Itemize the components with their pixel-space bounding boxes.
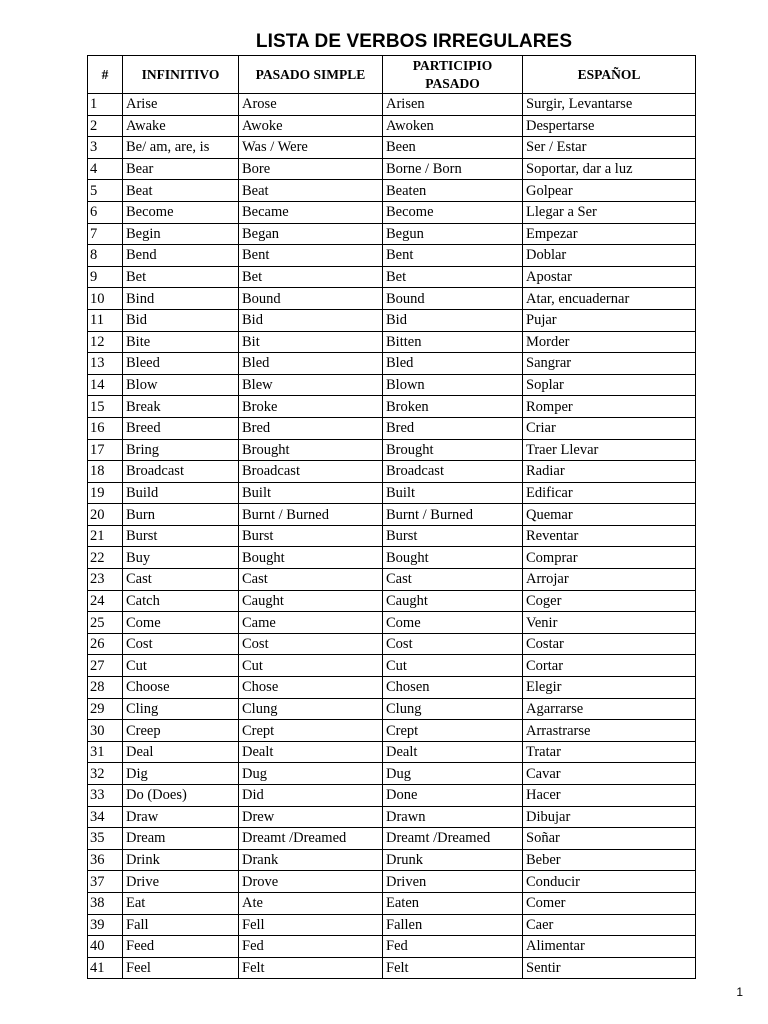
table-row: [88, 763, 696, 785]
cell-espanol: Radiar: [523, 461, 696, 483]
cell-number: 26: [88, 633, 123, 655]
cell-participio: Fallen: [383, 914, 523, 936]
cell-number: 27: [88, 655, 123, 677]
cell-number: 8: [88, 245, 123, 267]
table-row: [88, 461, 696, 483]
cell-infinitivo: Buy: [123, 547, 239, 569]
cell-participio: Drawn: [383, 806, 523, 828]
cell-number: 16: [88, 417, 123, 439]
cell-infinitivo: Breed: [123, 417, 239, 439]
cell-infinitivo: Build: [123, 482, 239, 504]
cell-espanol: Cavar: [523, 763, 696, 785]
table-row: [88, 158, 696, 180]
cell-number: 17: [88, 439, 123, 461]
cell-number: 6: [88, 201, 123, 223]
table-row: [88, 785, 696, 807]
table-row: [88, 590, 696, 612]
cell-number: 7: [88, 223, 123, 245]
cell-pasado-simple: Burnt / Burned: [239, 504, 383, 526]
cell-espanol: Beber: [523, 849, 696, 871]
cell-number: 2: [88, 115, 123, 137]
cell-participio: Bought: [383, 547, 523, 569]
cell-pasado-simple: Dug: [239, 763, 383, 785]
cell-espanol: Romper: [523, 396, 696, 418]
cell-number: 12: [88, 331, 123, 353]
cell-infinitivo: Drive: [123, 871, 239, 893]
cell-infinitivo: Bite: [123, 331, 239, 353]
table-row: [88, 374, 696, 396]
cell-pasado-simple: Blew: [239, 374, 383, 396]
cell-number: 5: [88, 180, 123, 202]
cell-pasado-simple: Was / Were: [239, 137, 383, 159]
cell-espanol: Traer Llevar: [523, 439, 696, 461]
table-row: [88, 849, 696, 871]
cell-participio: Felt: [383, 957, 523, 979]
cell-participio: Chosen: [383, 677, 523, 699]
cell-participio: Eaten: [383, 892, 523, 914]
cell-pasado-simple: Did: [239, 785, 383, 807]
table-row: [88, 957, 696, 979]
header-infinitivo: INFINITIVO: [123, 56, 239, 94]
cell-infinitivo: Feel: [123, 957, 239, 979]
cell-espanol: Comprar: [523, 547, 696, 569]
cell-infinitivo: Cut: [123, 655, 239, 677]
header-espanol: ESPAÑOL: [523, 56, 696, 94]
cell-number: 19: [88, 482, 123, 504]
cell-participio: Bled: [383, 353, 523, 375]
cell-espanol: Soñar: [523, 828, 696, 850]
table-row: [88, 871, 696, 893]
cell-pasado-simple: Bred: [239, 417, 383, 439]
table-row: [88, 137, 696, 159]
cell-participio: Drunk: [383, 849, 523, 871]
cell-espanol: Venir: [523, 612, 696, 634]
cell-espanol: Dibujar: [523, 806, 696, 828]
cell-infinitivo: Creep: [123, 720, 239, 742]
cell-espanol: Pujar: [523, 309, 696, 331]
cell-espanol: Doblar: [523, 245, 696, 267]
cell-pasado-simple: Caught: [239, 590, 383, 612]
table-row: [88, 266, 696, 288]
cell-espanol: Surgir, Levantarse: [523, 94, 696, 116]
page-title: LISTA DE VERBOS IRREGULARES: [255, 31, 573, 52]
cell-pasado-simple: Crept: [239, 720, 383, 742]
table-row: [88, 353, 696, 375]
cell-infinitivo: Choose: [123, 677, 239, 699]
cell-infinitivo: Break: [123, 396, 239, 418]
table-row: [88, 180, 696, 202]
cell-espanol: Soplar: [523, 374, 696, 396]
cell-participio: Bent: [383, 245, 523, 267]
cell-participio: Broadcast: [383, 461, 523, 483]
cell-infinitivo: Begin: [123, 223, 239, 245]
table-row: [88, 223, 696, 245]
table-row: [88, 504, 696, 526]
table-row: [88, 914, 696, 936]
cell-participio: Fed: [383, 936, 523, 958]
cell-number: 22: [88, 547, 123, 569]
cell-infinitivo: Cast: [123, 569, 239, 591]
cell-number: 39: [88, 914, 123, 936]
cell-number: 20: [88, 504, 123, 526]
cell-pasado-simple: Dealt: [239, 741, 383, 763]
cell-pasado-simple: Arose: [239, 94, 383, 116]
cell-infinitivo: Bend: [123, 245, 239, 267]
cell-number: 41: [88, 957, 123, 979]
cell-infinitivo: Bring: [123, 439, 239, 461]
cell-pasado-simple: Bet: [239, 266, 383, 288]
cell-espanol: Alimentar: [523, 936, 696, 958]
cell-infinitivo: Arise: [123, 94, 239, 116]
cell-pasado-simple: Bore: [239, 158, 383, 180]
header-participio-line2: PASADO: [425, 75, 480, 91]
cell-infinitivo: Fall: [123, 914, 239, 936]
cell-pasado-simple: Drew: [239, 806, 383, 828]
cell-pasado-simple: Bound: [239, 288, 383, 310]
cell-espanol: Apostar: [523, 266, 696, 288]
cell-participio: Done: [383, 785, 523, 807]
cell-participio: Bound: [383, 288, 523, 310]
cell-pasado-simple: Came: [239, 612, 383, 634]
table-row: [88, 482, 696, 504]
cell-number: 29: [88, 698, 123, 720]
table-row: [88, 741, 696, 763]
cell-pasado-simple: Bent: [239, 245, 383, 267]
cell-participio: Awoken: [383, 115, 523, 137]
cell-pasado-simple: Chose: [239, 677, 383, 699]
cell-espanol: Despertarse: [523, 115, 696, 137]
cell-infinitivo: Broadcast: [123, 461, 239, 483]
table-row: [88, 396, 696, 418]
table-row: [88, 417, 696, 439]
cell-number: 36: [88, 849, 123, 871]
cell-number: 37: [88, 871, 123, 893]
table-row: [88, 201, 696, 223]
cell-pasado-simple: Broadcast: [239, 461, 383, 483]
cell-number: 28: [88, 677, 123, 699]
cell-participio: Come: [383, 612, 523, 634]
table-row: [88, 936, 696, 958]
cell-infinitivo: Do (Does): [123, 785, 239, 807]
cell-pasado-simple: Bought: [239, 547, 383, 569]
cell-participio: Dealt: [383, 741, 523, 763]
cell-espanol: Ser / Estar: [523, 137, 696, 159]
cell-espanol: Quemar: [523, 504, 696, 526]
cell-participio: Clung: [383, 698, 523, 720]
cell-pasado-simple: Bit: [239, 331, 383, 353]
table-row: [88, 309, 696, 331]
cell-number: 13: [88, 353, 123, 375]
cell-pasado-simple: Built: [239, 482, 383, 504]
cell-participio: Blown: [383, 374, 523, 396]
cell-number: 40: [88, 936, 123, 958]
cell-espanol: Edificar: [523, 482, 696, 504]
cell-espanol: Cortar: [523, 655, 696, 677]
cell-number: 32: [88, 763, 123, 785]
cell-pasado-simple: Brought: [239, 439, 383, 461]
cell-pasado-simple: Burst: [239, 525, 383, 547]
cell-participio: Been: [383, 137, 523, 159]
cell-infinitivo: Burst: [123, 525, 239, 547]
cell-espanol: Empezar: [523, 223, 696, 245]
cell-infinitivo: Drink: [123, 849, 239, 871]
cell-infinitivo: Cling: [123, 698, 239, 720]
cell-number: 38: [88, 892, 123, 914]
cell-espanol: Sentir: [523, 957, 696, 979]
cell-pasado-simple: Became: [239, 201, 383, 223]
table-row: [88, 569, 696, 591]
cell-espanol: Golpear: [523, 180, 696, 202]
cell-pasado-simple: Bled: [239, 353, 383, 375]
cell-participio: Dreamt /Dreamed: [383, 828, 523, 850]
cell-espanol: Llegar a Ser: [523, 201, 696, 223]
cell-number: 24: [88, 590, 123, 612]
cell-number: 14: [88, 374, 123, 396]
header-num: #: [88, 56, 123, 94]
cell-pasado-simple: Awoke: [239, 115, 383, 137]
cell-participio: Cast: [383, 569, 523, 591]
cell-number: 21: [88, 525, 123, 547]
cell-pasado-simple: Broke: [239, 396, 383, 418]
cell-participio: Crept: [383, 720, 523, 742]
table-row: [88, 547, 696, 569]
cell-infinitivo: Eat: [123, 892, 239, 914]
table-header-row: [88, 56, 696, 94]
cell-number: 15: [88, 396, 123, 418]
cell-pasado-simple: Clung: [239, 698, 383, 720]
cell-participio: Built: [383, 482, 523, 504]
cell-number: 31: [88, 741, 123, 763]
verbs-table: [87, 55, 696, 979]
cell-participio: Dug: [383, 763, 523, 785]
cell-participio: Burst: [383, 525, 523, 547]
table-row: [88, 892, 696, 914]
header-participio-pasado: [383, 56, 523, 94]
table-row: [88, 655, 696, 677]
cell-number: 18: [88, 461, 123, 483]
table-row: [88, 525, 696, 547]
page-number: 1: [736, 985, 743, 999]
cell-participio: Arisen: [383, 94, 523, 116]
cell-number: 23: [88, 569, 123, 591]
cell-number: 4: [88, 158, 123, 180]
cell-espanol: Tratar: [523, 741, 696, 763]
cell-espanol: Conducir: [523, 871, 696, 893]
table-row: [88, 677, 696, 699]
cell-number: 35: [88, 828, 123, 850]
cell-infinitivo: Feed: [123, 936, 239, 958]
cell-espanol: Arrojar: [523, 569, 696, 591]
cell-infinitivo: Bear: [123, 158, 239, 180]
cell-participio: Beaten: [383, 180, 523, 202]
cell-infinitivo: Bind: [123, 288, 239, 310]
cell-infinitivo: Deal: [123, 741, 239, 763]
cell-participio: Bid: [383, 309, 523, 331]
cell-number: 1: [88, 94, 123, 116]
cell-infinitivo: Be/ am, are, is: [123, 137, 239, 159]
cell-infinitivo: Dig: [123, 763, 239, 785]
cell-espanol: Soportar, dar a luz: [523, 158, 696, 180]
cell-pasado-simple: Ate: [239, 892, 383, 914]
cell-pasado-simple: Fell: [239, 914, 383, 936]
cell-infinitivo: Come: [123, 612, 239, 634]
cell-espanol: Arrastrarse: [523, 720, 696, 742]
cell-pasado-simple: Cut: [239, 655, 383, 677]
table-row: [88, 828, 696, 850]
cell-infinitivo: Become: [123, 201, 239, 223]
cell-infinitivo: Bid: [123, 309, 239, 331]
cell-pasado-simple: Dreamt /Dreamed: [239, 828, 383, 850]
cell-pasado-simple: Felt: [239, 957, 383, 979]
cell-number: 10: [88, 288, 123, 310]
cell-pasado-simple: Began: [239, 223, 383, 245]
table-row: [88, 698, 696, 720]
table-row: [88, 288, 696, 310]
cell-espanol: Morder: [523, 331, 696, 353]
table-row: [88, 633, 696, 655]
cell-infinitivo: Draw: [123, 806, 239, 828]
cell-number: 9: [88, 266, 123, 288]
cell-espanol: Sangrar: [523, 353, 696, 375]
table-row: [88, 94, 696, 116]
cell-participio: Begun: [383, 223, 523, 245]
cell-pasado-simple: Cost: [239, 633, 383, 655]
cell-participio: Bitten: [383, 331, 523, 353]
cell-number: 25: [88, 612, 123, 634]
cell-espanol: Elegir: [523, 677, 696, 699]
cell-infinitivo: Catch: [123, 590, 239, 612]
cell-participio: Borne / Born: [383, 158, 523, 180]
cell-espanol: Criar: [523, 417, 696, 439]
cell-infinitivo: Dream: [123, 828, 239, 850]
cell-participio: Brought: [383, 439, 523, 461]
cell-number: 30: [88, 720, 123, 742]
cell-espanol: Hacer: [523, 785, 696, 807]
cell-participio: Broken: [383, 396, 523, 418]
cell-espanol: Atar, encuadernar: [523, 288, 696, 310]
cell-participio: Burnt / Burned: [383, 504, 523, 526]
table-row: [88, 245, 696, 267]
cell-pasado-simple: Cast: [239, 569, 383, 591]
cell-participio: Caught: [383, 590, 523, 612]
cell-espanol: Costar: [523, 633, 696, 655]
cell-infinitivo: Blow: [123, 374, 239, 396]
cell-participio: Cut: [383, 655, 523, 677]
cell-infinitivo: Cost: [123, 633, 239, 655]
table-row: [88, 331, 696, 353]
cell-espanol: Reventar: [523, 525, 696, 547]
cell-number: 33: [88, 785, 123, 807]
header-participio-line1: PARTICIPIO: [412, 57, 493, 73]
cell-infinitivo: Beat: [123, 180, 239, 202]
table-row: [88, 439, 696, 461]
cell-number: 34: [88, 806, 123, 828]
cell-participio: Bred: [383, 417, 523, 439]
cell-pasado-simple: Bid: [239, 309, 383, 331]
cell-number: 11: [88, 309, 123, 331]
cell-pasado-simple: Drove: [239, 871, 383, 893]
cell-espanol: Comer: [523, 892, 696, 914]
cell-participio: Bet: [383, 266, 523, 288]
cell-pasado-simple: Fed: [239, 936, 383, 958]
table-row: [88, 612, 696, 634]
table-row: [88, 720, 696, 742]
cell-participio: Become: [383, 201, 523, 223]
cell-espanol: Caer: [523, 914, 696, 936]
cell-pasado-simple: Beat: [239, 180, 383, 202]
cell-infinitivo: Awake: [123, 115, 239, 137]
cell-participio: Cost: [383, 633, 523, 655]
cell-infinitivo: Bet: [123, 266, 239, 288]
cell-espanol: Coger: [523, 590, 696, 612]
table-row: [88, 806, 696, 828]
cell-number: 3: [88, 137, 123, 159]
cell-pasado-simple: Drank: [239, 849, 383, 871]
cell-espanol: Agarrarse: [523, 698, 696, 720]
cell-infinitivo: Burn: [123, 504, 239, 526]
cell-infinitivo: Bleed: [123, 353, 239, 375]
header-pasado-simple: PASADO SIMPLE: [239, 56, 383, 94]
cell-participio: Driven: [383, 871, 523, 893]
table-row: [88, 115, 696, 137]
